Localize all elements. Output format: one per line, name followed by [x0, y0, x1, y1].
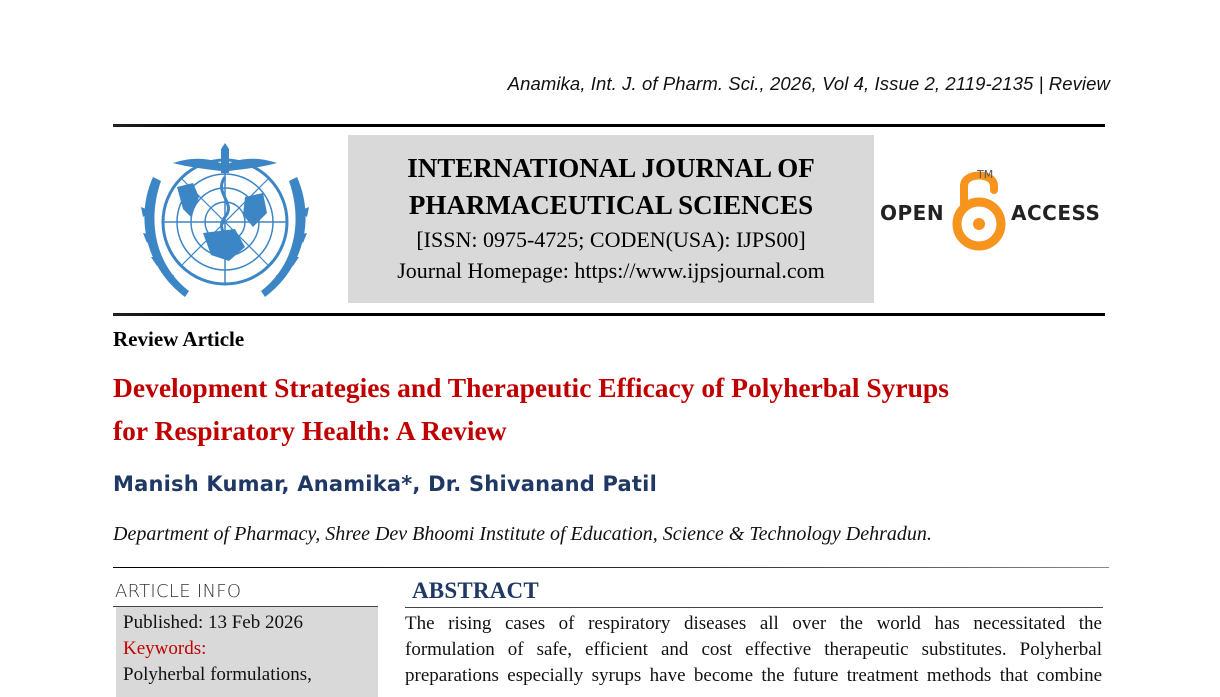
author-affiliation: Department of Pharmacy, Shree Dev Bhoomi Institute of Education, Science & Technology Dehradun.: [113, 523, 932, 545]
keyword-item: Polyherbal formulations,: [123, 664, 312, 685]
abstract-rule: [405, 607, 1103, 608]
abstract-heading: ABSTRACT: [412, 578, 539, 603]
abstract-line: The rising cases of respiratory diseases all over the world has necessitated the: [405, 613, 1102, 634]
open-access-right-text: ACCESS: [1011, 201, 1101, 225]
abstract-text: [405, 611, 1102, 689]
keywords-label: Keywords:: [123, 638, 207, 659]
abstract-line: formulation of safe, efficient and cost effective therapeutic substitutes. Polyherbal: [405, 639, 1102, 660]
article-title: [113, 366, 1113, 452]
masthead-top-rule: [113, 124, 1105, 127]
article-type-label: Review Article: [113, 327, 245, 351]
journal-emblem-icon: [125, 137, 325, 307]
abstract-line: preparations especially syrups have become the future treatment methods that combine: [405, 665, 1102, 686]
author-list: Manish Kumar, Anamika*, Dr. Shivanand Patil: [113, 472, 657, 496]
article-title-line2: for Respiratory Health: A Review: [113, 415, 507, 446]
section-divider: [113, 567, 1109, 568]
trademark-symbol: TM: [977, 168, 994, 181]
open-access-logo: [880, 160, 1110, 255]
article-info-heading: ARTICLE INFO: [115, 581, 242, 602]
journal-masthead-box: [348, 135, 874, 303]
journal-homepage-link[interactable]: Journal Homepage: https://www.ijpsjournal.com: [397, 258, 825, 283]
article-info-box: [116, 607, 378, 697]
masthead-bottom-rule: [113, 313, 1105, 316]
published-date: Published: 13 Feb 2026: [123, 612, 303, 633]
journal-name-line2: PHARMACEUTICAL SCIENCES: [408, 190, 814, 220]
running-header-citation: Anamika, Int. J. of Pharm. Sci., 2026, Vol 4, Issue 2, 2119-2135 | Review: [507, 73, 1110, 94]
journal-issn-coden: [ISSN: 0975-4725; CODEN(USA): IJPS00]: [416, 227, 806, 252]
open-access-left-text: OPEN: [880, 201, 945, 225]
journal-name: [348, 150, 874, 224]
journal-name-line1: INTERNATIONAL JOURNAL OF: [407, 153, 815, 183]
article-title-line1: Development Strategies and Therapeutic Efficacy of Polyherbal Syrups: [113, 372, 949, 403]
